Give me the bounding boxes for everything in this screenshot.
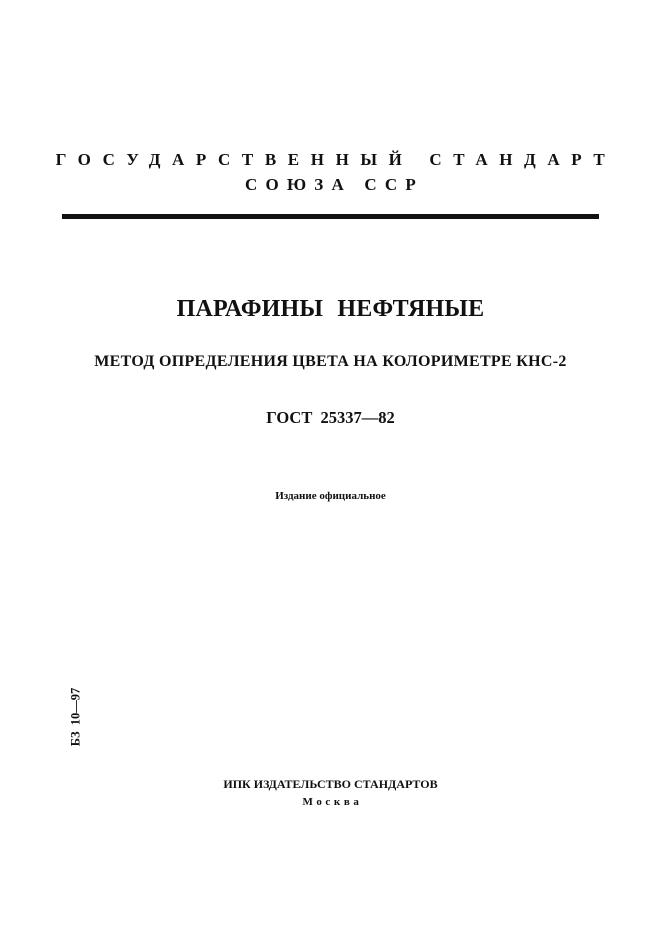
standard-number: ГОСТ 25337—82 bbox=[266, 408, 395, 427]
header-divider bbox=[62, 214, 599, 219]
side-catalog-code: БЗ 10—97 bbox=[68, 687, 83, 747]
publisher-city: Москва bbox=[302, 796, 363, 808]
header-ussr-line: СОЮЗА ССР bbox=[245, 175, 424, 194]
document-title: ПАРАФИНЫ НЕФТЯНЫЕ bbox=[176, 296, 485, 322]
edition-note: Издание официальное bbox=[275, 490, 386, 502]
header-standard-line: ГОСУДАРСТВЕННЫЙ СТАНДАРТ bbox=[55, 150, 617, 169]
publisher-name: ИПК ИЗДАТЕЛЬСТВО СТАНДАРТОВ bbox=[223, 777, 438, 791]
document-subtitle: МЕТОД ОПРЕДЕЛЕНИЯ ЦВЕТА НА КОЛОРИМЕТРЕ КНС-2 bbox=[94, 353, 567, 370]
